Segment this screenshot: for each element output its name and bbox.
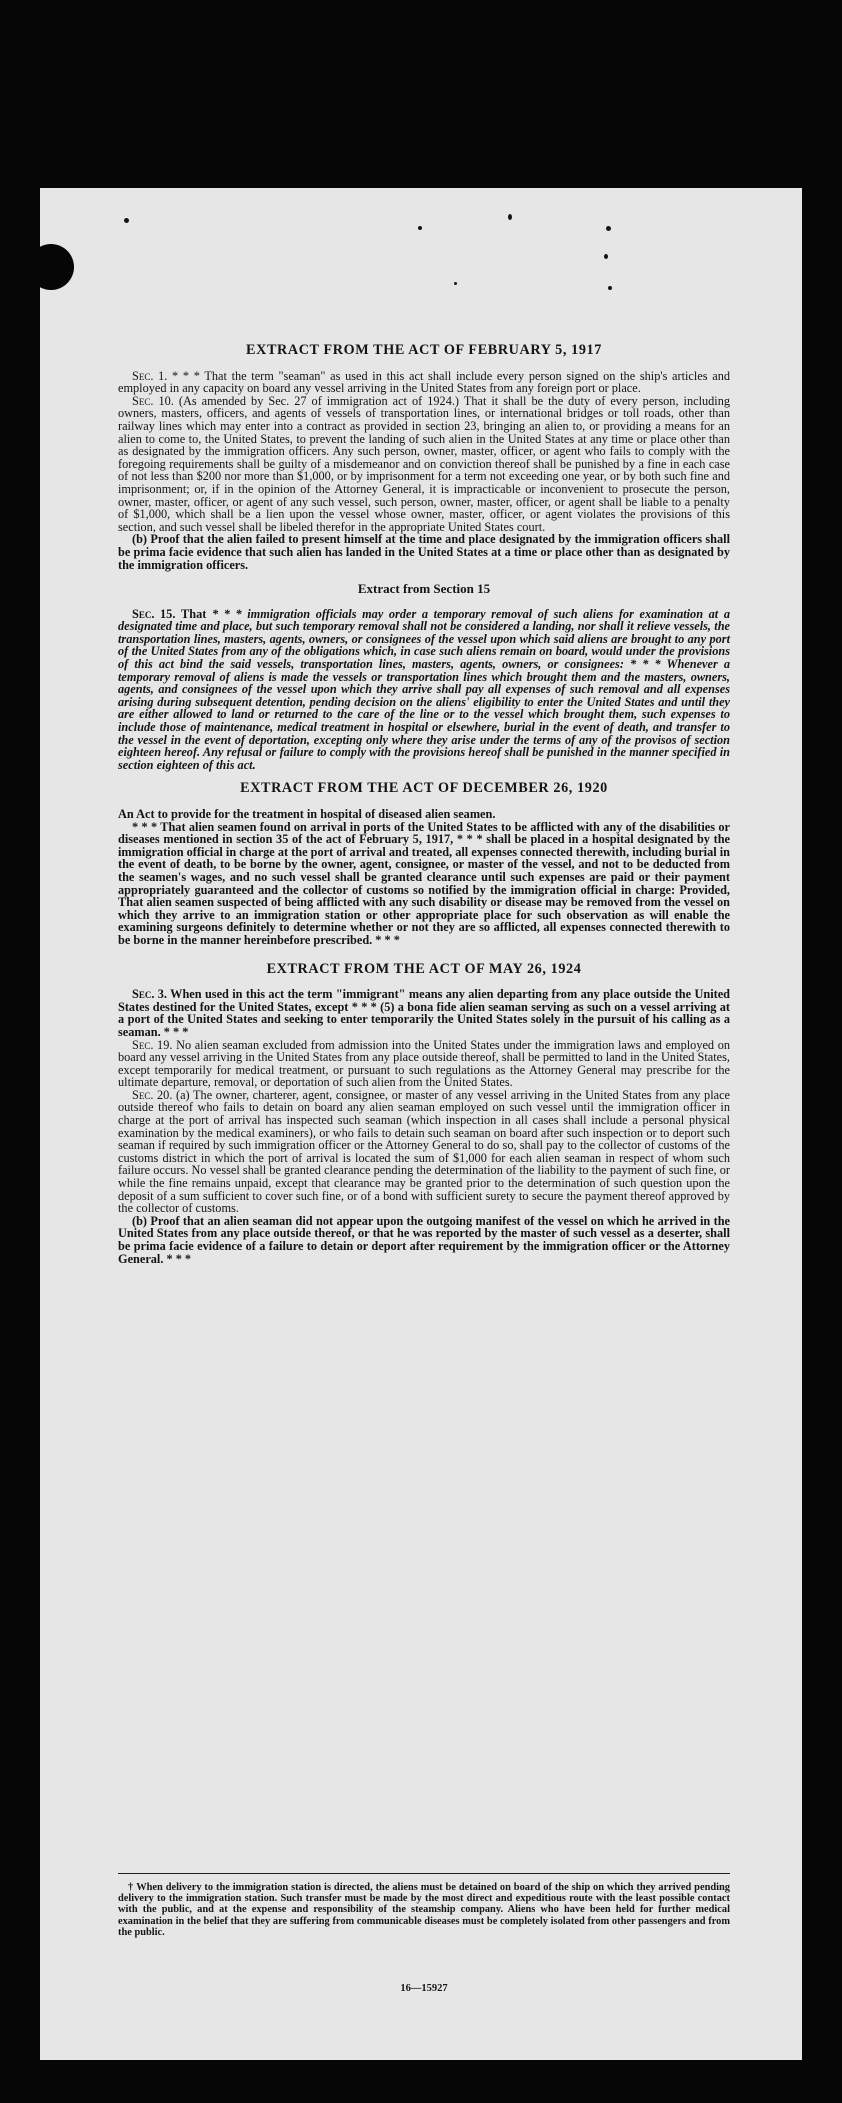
heading-act-1917: EXTRACT FROM THE ACT OF FEBRUARY 5, 1917	[246, 342, 602, 358]
act-1920-title: An Act to provide for the treatment in hospital of diseased alien seamen.	[118, 807, 496, 821]
heading-act-1924: EXTRACT FROM THE ACT OF MAY 26, 1924	[266, 960, 582, 977]
punch-hole	[28, 244, 74, 290]
form-number: 16—15927	[400, 1983, 448, 1994]
document-body	[118, 344, 730, 1265]
scan-speck	[608, 286, 612, 290]
heading-section-15: Extract from Section 15	[357, 581, 491, 597]
footnote-divider	[118, 1873, 730, 1874]
scan-speck	[418, 226, 422, 230]
scan-speck	[124, 218, 129, 223]
act-1920-text: * * * That alien seamen found on arrival in ports of the United States to be afflicted with any of the disabilities or diseases mentioned in section 35 of the act of February 5, 1917, * * * shall be placed in a hospital designated by the immigration official in charge at the port of arrival and treated, all expenses connected therewith, including burial in the event of death, to be borne by the owner, agent, consignee, or master of the vessel, and not to be deducted from the seamen's wages, and no such vessel shall be granted clearance until such expenses are paid or their payment appropriately guaranteed and the collector of customs so notified by the immigration official in charge: Provided, That alien seamen suspected of being afflicted with any such disability or disease may be removed from the vessel on which they arrive to an immigration station or other appropriate place for such observation as will enable the examining surgeons definitely to determine whether or not they are so afflicted, all expenses connected therewith to be borne in the manner hereinbefore prescribed. * * *	[118, 819, 730, 947]
section-1: Sec. 1. * * * That the term "seaman" as used in this act shall include every person signed on the ship's articles and employed in any capacity on board any vessel arriving in the United States from any foreign port or place.	[118, 368, 730, 396]
scan-speck	[508, 214, 512, 220]
section-10: Sec. 10. (As amended by Sec. 27 of immigration act of 1924.) That it shall be the duty of every person, including owners, masters, officers, and agents of vessels of transportation lines, or international bridges or toll roads, other than railway lines which may enter into a contract as provided in section 23, bringing an alien to, or providing a means for an alien to come to, the United States, to prevent the landing of such alien in the United States at any time or place other than as designated by the immigration officers. Any such person, owner, master, officer, or agent who fails to comply with the foregoing requirements shall be guilty of a misdemeanor and on conviction thereof shall be punished by a fine in each case of not less than $200 nor more than $1,000, or by imprisonment for a term not exceeding one year, or by both such fine and imprisonment; or, if in the opinion of the Attorney General, it is impracticable or inconvenient to prosecute the person, owner, master, officer, or agent of any such vessel, such person, owner, master, officer, or agent shall be liable to a penalty of $1,000, which shall be a lien upon the vessel whose owner, master, officer, or agent violates the provisions of this section, and such vessel shall be libeled therefor in the appropriate United States court.	[118, 393, 730, 534]
scan-speck	[604, 254, 608, 259]
section-20-b: (b) Proof that an alien seaman did not appear upon the outgoing manifest of the vessel on which he arrived in the United States from any place outside thereof, or that he was reported by the master of such vessel as a deserter, shall be prima facie evidence of a failure to detain or deport after requirement by the immigration officer or the Attorney General. * * *	[118, 1213, 730, 1266]
scan-speck	[606, 226, 611, 231]
section-10-b: (b) Proof that the alien failed to present himself at the time and place designated by the immigration officers shall be prima facie evidence that such alien has landed in the United States at a time or place other than as designated by the immigration officers.	[118, 532, 730, 572]
section-15: Sec. 15. That * * * immigration officials may order a temporary removal of such aliens for examination at a designated time and place, but such temporary removal shall not be considered a landing, nor shall it relieve vessels, the transportation lines, masters, agents, owners, or consignees of the vessel upon which said aliens are brought to any port of the United States from any of the obligations which, in case such aliens remain on board, would under the provisions of this act bind the said vessels, transportation lines, masters, agents, owners, or consignees: * * * Whenever a temporary removal of aliens is made the vessels or transportation lines which brought them and the masters, owners, agents, and consignees of the vessel upon which they arrive shall pay all expenses of such removal and all expenses arising during subsequent detention, pending decision on the aliens' eligibility to enter the United States and until they are either allowed to land or returned to the care of the line or to the vessel which brought them, such expenses to include those of maintenance, medical treatment in hospital or elsewhere, burial in the event of death, and transfer to the vessel in the event of deportation, excepting only where they arise under the terms of any of the provisos of section eighteen hereof. Any refusal or failure to comply with the provisions hereof shall be punished in the manner specified in section eighteen of this act.	[118, 606, 730, 772]
section-20: Sec. 20. (a) The owner, charterer, agent, consignee, or master of any vessel arriving in the United States from any place outside thereof who fails to detain on board any alien seaman employed on such vessel until the immigration officer in charge at the port of arrival has inspected such seaman (which inspection in all cases shall include a personal physical examination by the medical examiners), or who fails to detain such seaman on board after such inspection or to deport such seaman if required by such immigration officer or the Attorney General to do so, shall pay to the collector of customs of the customs district in which the port of arrival is located the sum of $1,000 for each alien seaman in respect of whom such failure occurs. No vessel shall be granted clearance pending the determination of the liability to the payment of such fine, or while the fine remains unpaid, except that clearance may be granted prior to the determination of such question upon the deposit of a sum sufficient to cover such fine, or of a bond with sufficient surety to secure the payment thereof approved by the collector of customs.	[118, 1087, 730, 1216]
scan-speck	[454, 282, 457, 285]
section-3: Sec. 3. When used in this act the term "immigrant" means any alien departing from any place outside the United States destined for the United States, except * * * (5) a bona fide alien seaman serving as such on a vessel arriving at a port of the United States and seeking to enter temporarily the United States solely in the pursuit of his calling as a seaman. * * *	[118, 987, 731, 1039]
heading-act-1920: EXTRACT FROM THE ACT OF DECEMBER 26, 1920	[240, 780, 608, 797]
section-19: Sec. 19. No alien seaman excluded from admission into the United States under the immigration laws and employed on board any vessel arriving in the United States from any place outside thereof, shall be permitted to land in the United States, except temporarily for medical treatment, or pursuant to such regulations as the Attorney General may prescribe for the ultimate departure, removal, or deportation of such alien from the United States.	[118, 1037, 731, 1090]
footnote: † When delivery to the immigration station is directed, the aliens must be detained on board of the ship on which they arrived pending delivery to the immigration station. Such transfer must be made by the most direct and expeditious route with the least possible contact with the public, and at the expense and responsibility of the steamship company. Aliens who have been held for further medical examination in the belief that they are suffering from communicable diseases must be completely isolated from other passengers and from the public.	[118, 1882, 730, 1938]
